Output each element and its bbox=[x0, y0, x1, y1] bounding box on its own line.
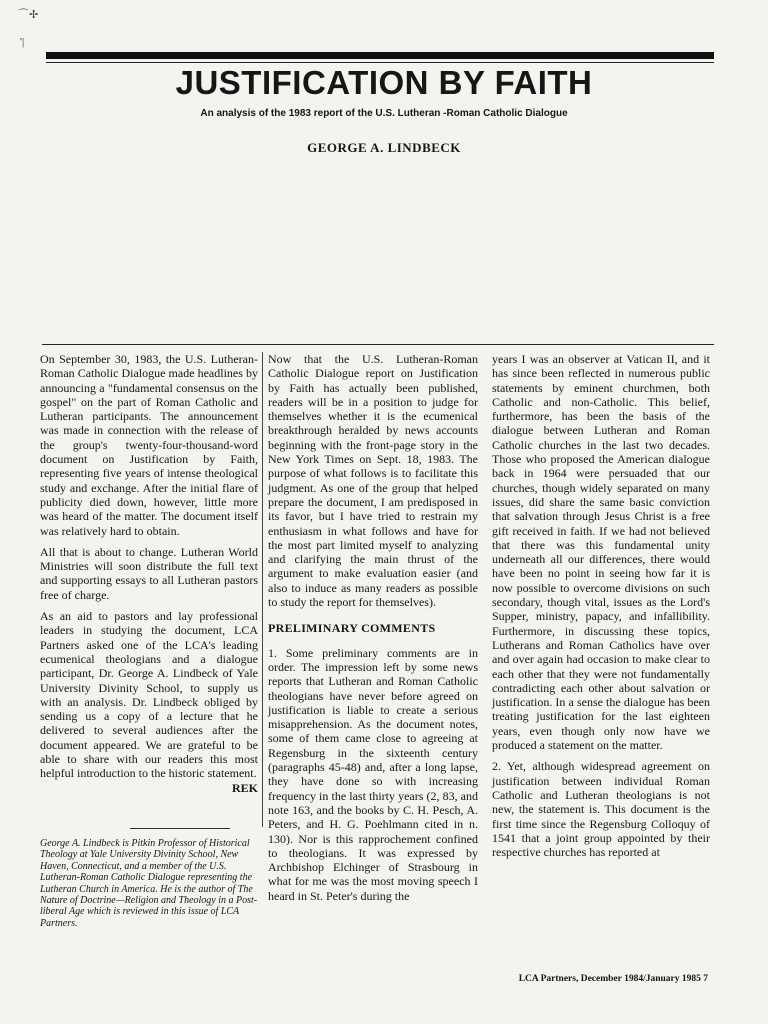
body-column-2 bbox=[268, 352, 478, 910]
page-subtitle: An analysis of the 1983 report of the U.S. Lutheran -Roman Catholic Dialogue bbox=[200, 108, 568, 119]
top-rule bbox=[46, 52, 714, 59]
body-paragraph: Now that the U.S. Lutheran-Roman Catholic Dialogue report on Justification by Faith has actually been published, readers will be in a position to judge for themselves whether it is the ecumenical breakthrough heralded by news accounts beginning with the front-page story in the New York Times on Sept. 18, 1983. The purpose of what follows is to facilitate this judgment. As one of the group that helped prepare the document, I am predisposed in its favor, but I have tried to restrain my enthusiasm in what follows and have for the most part limited myself to analyzing and clarifying the main thrust of the argument to make evaluation easier (and also to induce as many readers as possible to study the report for themselves). bbox=[268, 352, 478, 610]
author-byline: GEORGE A. LINDBECK bbox=[307, 140, 461, 155]
body-paragraph: years I was an observer at Vatican II, and it has since been reflected in numerous public statements by eminent churchmen, both Catholic and non-Catholic. This belief, furthermore, has been the basis of the dialogue between Lutheran and Roman Catholic churches in the last two decades. Those who proposed the American dialogue back in 1964 were persuaded that our churches, though widely separated on many issues, did share the same basic conviction that salvation through Jesus Christ is a free gift received in faith. If we had not believed that there was this fundamental unity underneath all our differences, there would have been no point in seeing how far it is now possible to overcome divisions on such secondary, though vital, issues as the Lord's Supper, ministry, papacy, and infallibility. Furthermore, in discussing these topics, Lutherans and Roman Catholics have over and over again had occasion to make clear to each other that they were not fundamentally contradicting each other about salvation or justification. In a sense the dialogue has been treating justification for the last eighteen years, even though only now have we produced a statement on the matter. bbox=[492, 352, 710, 753]
intro-column bbox=[40, 352, 263, 827]
body-paragraph: 2. Yet, although widespread agreement on justification between individual Roman Catholic and Lutheran theologians is not new, the statement is. This document is the first time since the Regensburg Colloquy of 1541 that a joint group appointed by their respective churches has reported at bbox=[492, 759, 710, 860]
intro-paragraph: On September 30, 1983, the U.S. Lutheran-Roman Catholic Dialogue made headlines by announcing a "fundamental consensus on the gospel" on the part of Roman Catholic and Lutheran participants. The announcement was made in connection with the release of the group's twenty-four-thousand-word document on Justification by Faith, representing five years of intense theological study and exchange. After the initial flare of publicity died down, however, little more was heard of the matter. The document itself was relatively hard to obtain. bbox=[40, 352, 258, 538]
intro-paragraph: As an aid to pastors and lay professional leaders in studying the document, LCA Partners asked one of the LCA's leading ecumenical theologians and a dialogue participant, Dr. George A. Lindbeck of Yale University Divinity School, to supply us with an analysis. Dr. Lindbeck obliged by sending us a copy of a lecture that he delivered to several audiences after the document appeared. We are grateful to be able to share with our readers this most helpful introduction to the historic statement. bbox=[40, 609, 258, 781]
intro-paragraph: All that is about to change. Lutheran World Ministries will soon distribute the full text and supporting essays to all Lutheran pastors free of charge. bbox=[40, 544, 258, 602]
section-divider bbox=[42, 344, 714, 345]
editor-signature: REK bbox=[231, 780, 258, 795]
page-title: JUSTIFICATION BY FAITH bbox=[175, 64, 593, 101]
section-heading: PRELIMINARY COMMENTS bbox=[268, 621, 436, 636]
bio-divider bbox=[130, 828, 230, 829]
top-rule-thin bbox=[46, 62, 714, 63]
body-paragraph: 1. Some preliminary comments are in order. The impression left by some news reports that Lutheran and Roman Catholic theologians have never before agreed on justification is liable to create a serious misapprehension. As the document notes, some of them came close to agreeing at Regensburg in the sixteenth century (paragraphs 45-48) and, after a long lapse, they have done so with increasing frequency in the last thirty years (2, 83, and note 163, and the books by C. H. Pesch, A. Peters, and H. G. Poehlmann cited in n. 130). Nor is this rapprochement confined to theologians. It was expressed by Archbishop Elchinger of Strasbourg in what for me was the most moving speech I heard in St. Peter's during the bbox=[268, 645, 478, 903]
margin-scribble: ⌒✢ bbox=[18, 9, 39, 21]
margin-scribble: '| bbox=[20, 36, 25, 48]
author-bio: George A. Lindbeck is Pitkin Professor of Historical Theology at Yale University Divinity School, New Haven, Connecticut, and a member of the U.S. Lutheran-Roman Catholic Dialogue representing the Lutheran Church in America. He is the author of The Nature of Doctrine—Religion and Theology in a Post-liberal Age which is reviewed in this issue of LCA Partners. bbox=[40, 838, 258, 929]
body-column-3 bbox=[492, 352, 710, 866]
signature-row bbox=[40, 781, 258, 795]
page-footer: LCA Partners, December 1984/January 1985 7 bbox=[518, 974, 708, 984]
